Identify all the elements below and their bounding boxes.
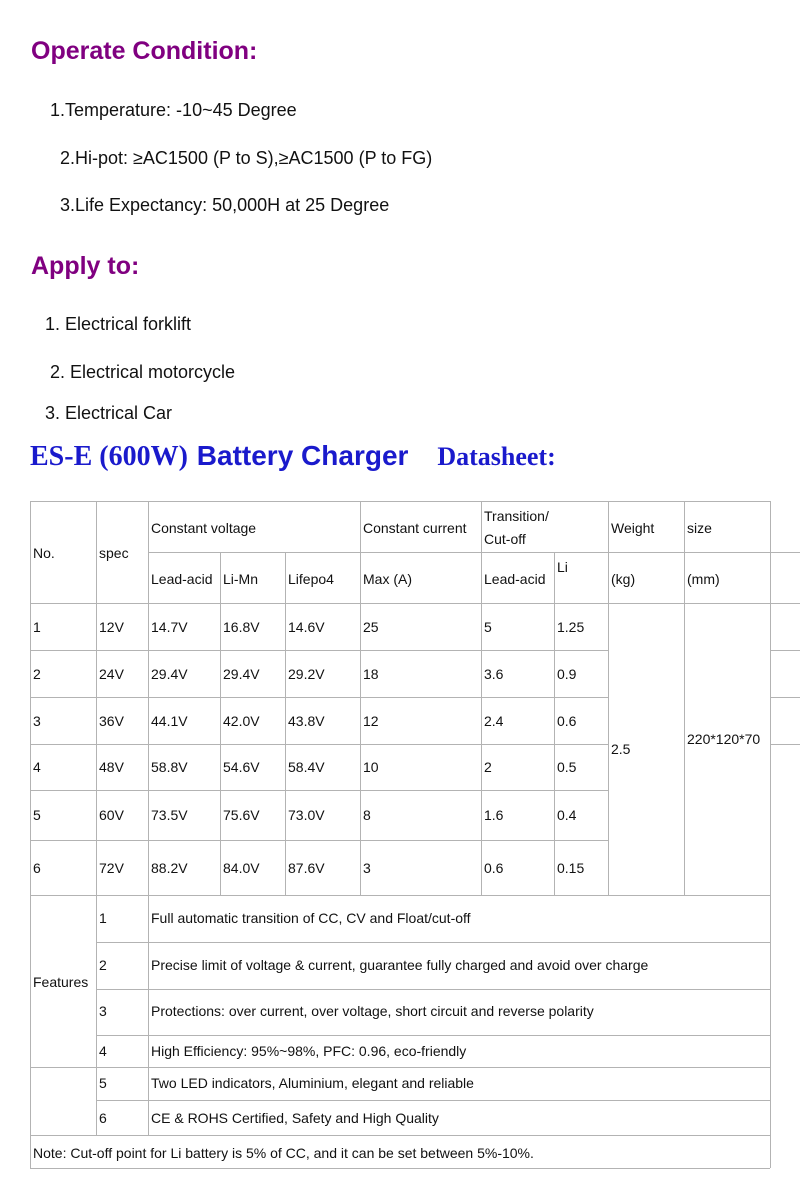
row-no: 6 [33,860,41,876]
row-cutoff-li: 0.15 [557,860,585,876]
row-li-mn: 29.4V [223,666,260,682]
header-weight: Weight [611,520,655,536]
feature-number: 2 [99,957,107,973]
row-li-mn: 84.0V [223,860,260,876]
apply-item: 1. Electrical forklift [45,314,192,334]
feature-number: 3 [99,1003,107,1019]
features-label: Features [33,974,89,990]
row-cutoff-lead-acid: 2.4 [484,713,504,729]
operate-item: 1.Temperature: -10~45 Degree [50,100,297,120]
row-lead-acid: 29.4V [151,666,188,682]
row-cutoff-lead-acid: 1.6 [484,807,504,823]
row-cutoff-lead-acid: 5 [484,619,492,635]
row-cutoff-li: 1.25 [557,619,585,635]
feature-text: Precise limit of voltage & current, guarantee fully charged and avoid over charge [151,957,649,973]
row-cutoff-lead-acid: 2 [484,759,492,775]
size-value: 220*120*70 [687,731,761,747]
row-li-mn: 75.6V [223,807,260,823]
row-lifepo4: 14.6V [288,619,325,635]
row-cutoff-li: 0.5 [557,759,577,775]
feature-text: CE & ROHS Certified, Safety and High Quality [151,1110,439,1126]
header-no: No. [33,545,55,561]
row-spec: 72V [99,860,124,876]
header-lead-acid: Lead-acid [151,571,213,587]
row-max-a: 25 [363,619,379,635]
feature-text: Protections: over current, over voltage, short circuit and reverse polarity [151,1003,594,1019]
operate-heading: Operate Condition: [31,37,258,65]
row-cutoff-li: 0.4 [557,807,577,823]
row-lifepo4: 58.4V [288,759,325,775]
apply-item: 2. Electrical motorcycle [50,362,236,382]
row-spec: 12V [99,619,124,635]
header-cutoff: Cut-off [484,531,526,547]
row-max-a: 3 [363,860,371,876]
feature-number: 6 [99,1110,107,1126]
feature-text: Two LED indicators, Aluminium, elegant and reliable [151,1075,474,1091]
row-lifepo4: 73.0V [288,807,325,823]
row-spec: 48V [99,759,124,775]
row-no: 2 [33,666,41,682]
feature-number: 4 [99,1043,107,1059]
header-lifepo4: Lifepo4 [288,571,334,587]
row-cutoff-li: 0.6 [557,713,577,729]
row-spec: 36V [99,713,124,729]
feature-text: High Efficiency: 95%~98%, PFC: 0.96, eco-friendly [151,1043,467,1059]
row-lead-acid: 14.7V [151,619,188,635]
row-lead-acid: 73.5V [151,807,188,823]
row-li-mn: 42.0V [223,713,260,729]
header-max-a: Max (A) [363,571,412,587]
header-transition: Transition/ [484,508,549,524]
row-li-mn: 54.6V [223,759,260,775]
header-lead-acid-cutoff: Lead-acid [484,571,546,587]
row-cutoff-li: 0.9 [557,666,577,682]
model-name: ES-E (600W) [30,441,188,472]
row-spec: 24V [99,666,124,682]
row-lifepo4: 29.2V [288,666,325,682]
row-lifepo4: 87.6V [288,860,325,876]
operate-item: 3.Life Expectancy: 50,000H at 25 Degree [60,195,390,215]
operate-item: 2.Hi-pot: ≥AC1500 (P to S),≥AC1500 (P to FG) [60,148,433,168]
header-spec: spec [99,545,129,561]
row-cutoff-lead-acid: 0.6 [484,860,504,876]
row-lead-acid: 88.2V [151,860,188,876]
row-max-a: 8 [363,807,371,823]
apply-item: 3. Electrical Car [45,403,173,423]
row-lead-acid: 58.8V [151,759,188,775]
header-mm: (mm) [687,571,720,587]
row-max-a: 18 [363,666,379,682]
feature-number: 1 [99,910,107,926]
row-max-a: 12 [363,713,379,729]
row-li-mn: 16.8V [223,619,260,635]
row-no: 5 [33,807,41,823]
feature-text: Full automatic transition of CC, CV and Float/cut-off [151,910,471,926]
row-no: 4 [33,759,41,775]
row-spec: 60V [99,807,124,823]
row-lead-acid: 44.1V [151,713,188,729]
datasheet-suffix: Datasheet: [437,442,556,471]
header-kg: (kg) [611,571,636,587]
header-size: size [687,520,712,536]
feature-number: 5 [99,1075,107,1091]
header-constant-current: Constant current [363,520,467,536]
row-no: 1 [33,619,41,635]
product-name: Battery Charger [196,440,409,471]
header-constant-voltage: Constant voltage [151,520,257,536]
header-li-mn: Li-Mn [223,571,259,587]
table-note: Note: Cut-off point for Li battery is 5% of CC, and it can be set between 5%-10%. [33,1145,534,1161]
row-cutoff-lead-acid: 3.6 [484,666,504,682]
header-li: Li [557,559,568,575]
row-lifepo4: 43.8V [288,713,325,729]
row-max-a: 10 [363,759,379,775]
weight-value: 2.5 [611,741,631,757]
row-no: 3 [33,713,41,729]
apply-heading: Apply to: [31,252,140,280]
